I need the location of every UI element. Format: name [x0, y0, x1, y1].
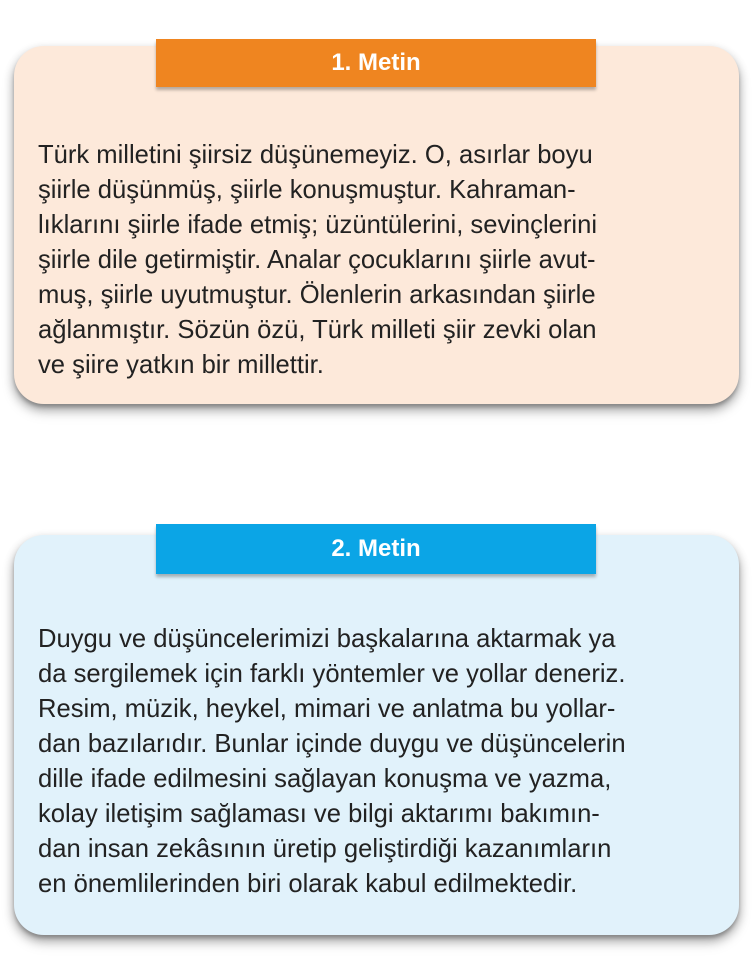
text-2-line: dan insan zekâsının üretip geliştirdiği kazanımların [38, 835, 612, 863]
text-1-line: şiirle düşünmüş, şiirle konuşmuştur. Kahraman- [38, 176, 576, 204]
text-1-body [38, 138, 738, 383]
text-1-line: şiirle dile getirmiştir. Analar çocuklarını şiirle avut- [38, 246, 596, 274]
text-2-line: da sergilemek için farklı yöntemler ve yollar deneriz. [38, 660, 626, 688]
text-1-line: ve şiire yatkın bir millettir. [38, 351, 324, 379]
text-2-line: Duygu ve düşüncelerimizi başkalarına aktarmak ya [38, 625, 616, 653]
text-1-line: muş, şiirle uyutmuştur. Ölenlerin arkasından şiirle [38, 281, 596, 309]
text-1-line: lıklarını şiirle ifade etmiş; üzüntülerini, sevinçlerini [38, 211, 598, 239]
text-2-line: dan bazılarıdır. Bunlar içinde duygu ve düşüncelerin [38, 730, 626, 758]
text-1-title: 1. Metin [156, 39, 596, 87]
text-2-line: en önemlilerinden biri olarak kabul edilmektedir. [38, 870, 578, 898]
text-2-line: kolay iletişim sağlaması ve bilgi aktarımı bakımın- [38, 800, 600, 828]
text-1-line: ağlanmıştır. Sözün özü, Türk milleti şiir zevki olan [38, 316, 597, 344]
text-1-line: Türk milletini şiirsiz düşünemeyiz. O, asırlar boyu [38, 141, 593, 169]
text-2-line: Resim, müzik, heykel, mimari ve anlatma bu yollar- [38, 695, 616, 723]
text-2-line: dille ifade edilmesini sağlayan konuşma ve yazma, [38, 765, 612, 793]
text-2-title: 2. Metin [156, 524, 596, 574]
text-2-body [38, 622, 738, 902]
